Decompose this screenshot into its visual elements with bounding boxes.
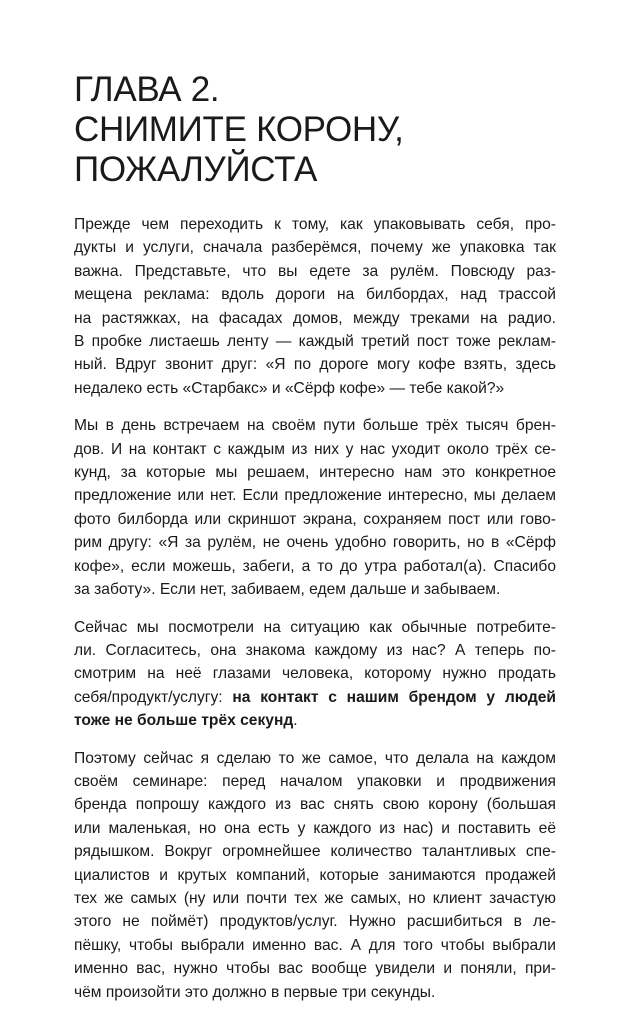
text-line: Прежде чем переходить к тому, как упаковывать себя, про-	[74, 216, 556, 233]
paragraph	[74, 616, 556, 733]
text-plain: себя/продукт/услугу:	[74, 688, 233, 706]
text-line: именно вас, нужно чтобы вас вообще увидели и поняли, при-	[74, 960, 556, 978]
text-line: пёшку, чтобы выбрали именно вас. А для того чтобы выбрали	[74, 936, 556, 954]
text-line: Сейчас мы посмотрели на ситуацию как обычные потребите-	[74, 618, 556, 636]
text-line: за заботу». Если нет, забиваем, едем дальше и забываем.	[74, 581, 501, 599]
paragraph	[74, 213, 556, 400]
text-line: ный. Вдруг звонит друг: «Я по дороге могу кофе взять, здесь	[74, 356, 556, 374]
text-line: ли. Согласитесь, она знакома каждому из нас? А теперь по-	[74, 641, 556, 659]
bold-emphasis: тоже не больше трёх секунд	[74, 712, 294, 730]
paragraph	[74, 747, 556, 1004]
text-line: недалеко есть «Старбакс» и «Сёрф кофе» — тебе какой?»	[74, 379, 505, 397]
text-line: или маленькая, но она есть у каждого из нас) и поставить её	[74, 819, 556, 837]
text-line: важна. Представьте, что вы едете за рулём. Повсюду раз-	[74, 262, 556, 280]
chapter-title	[74, 70, 554, 190]
text-line: смотрим на неё глазами человека, которому нужно продать	[74, 665, 556, 683]
chapter-title-line: ГЛАВА 2.	[74, 70, 220, 109]
text-line: Поэтому сейчас я сделаю то же самое, что делала на каждом	[74, 749, 556, 767]
text-line: циалистов и крутых компаний, которые занимаются продажей	[74, 866, 556, 884]
chapter-body	[74, 213, 556, 1018]
text-line: рим другу: «Я за рулём, не очень удобно говорить, но в «Сёрф	[74, 534, 556, 552]
text-line: этого не поймёт) продуктов/услуг. Нужно расшибиться в ле-	[74, 913, 556, 931]
text-line	[74, 709, 556, 732]
text-line: мещена реклама: вдоль дороги на билбордах, над трассой	[74, 286, 556, 304]
text-line: дукты и услуги, сначала разберёмся, почему же упаковка так	[74, 239, 556, 257]
text-line: кунд, за которые мы решаем, интересно нам это конкретное	[74, 464, 556, 482]
text-line: на растяжках, на фасадах домов, между треками на радио.	[74, 309, 556, 327]
bold-emphasis: на контакт с нашим брендом у людей	[232, 688, 556, 706]
chapter-title-line: ПОЖАЛУЙСТА	[74, 150, 318, 189]
text-line: дов. И на контакт с каждым из них у нас уходит около трёх се-	[74, 440, 556, 458]
text-line: рядышком. Вокруг огромнейшее количество талантливых спе-	[74, 843, 556, 861]
text-line: чём произойти это должно в первые три секунды.	[74, 983, 436, 1001]
text-line	[74, 686, 556, 709]
text-line: тех же самых (ну или почти тех же самых, но клиент зачастую	[74, 889, 556, 907]
paragraph	[74, 414, 556, 601]
text-line: В пробке листаешь ленту — каждый третий пост тоже реклам-	[74, 333, 556, 351]
text-line: кофе», если можешь, забеги, а то до утра работал(а). Спасибо	[74, 557, 556, 575]
text-line: фото билборда или скриншот экрана, сохраняем пост или гово-	[74, 510, 556, 528]
text-line: своём семинаре: перед началом упаковки и продвижения	[74, 772, 556, 790]
text-plain: .	[293, 712, 298, 730]
text-line: бренда попрошу каждого из вас снять свою корону (большая	[74, 796, 556, 814]
chapter-title-line: СНИМИТЕ КОРОНУ,	[74, 110, 404, 149]
text-line: Мы в день встречаем на своём пути больше трёх тысяч брен-	[74, 417, 556, 435]
text-line: предложение или нет. Если предложение интересно, мы делаем	[74, 487, 556, 505]
